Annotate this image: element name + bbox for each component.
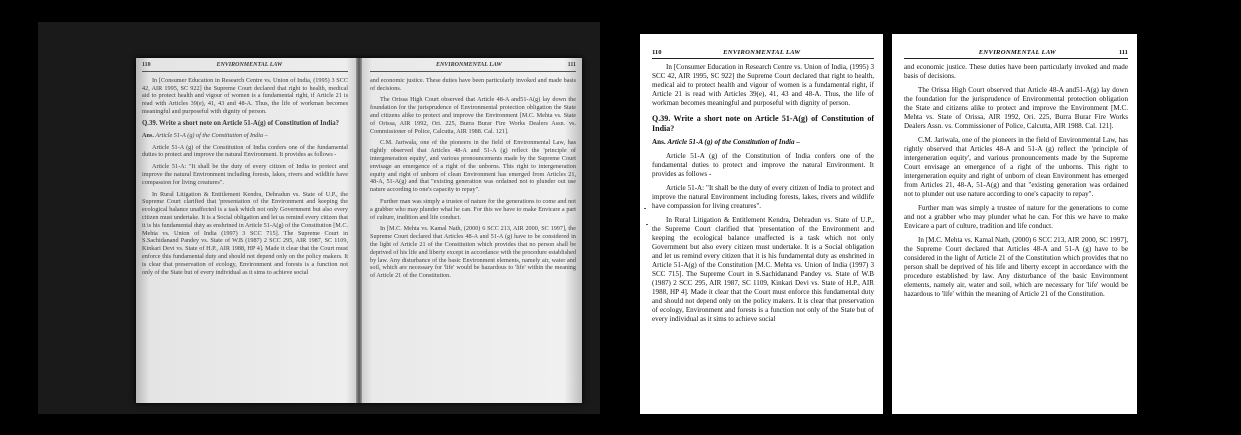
photo-page-111 xyxy=(370,62,576,398)
page-number: 110 xyxy=(142,62,151,68)
answer-heading: Ans. Article 51-A (g) of the Constitution of India – xyxy=(652,138,800,147)
page-number: 110 xyxy=(652,49,662,56)
scanned-page-110 xyxy=(640,34,883,414)
paragraph: C.M. Jariwala, one of the pioneers in the field of Environmental Law, has rightly observed that Articles 48-A and 51-A (g) reflect the 'principle of intergeneration equity', and various pronouncements made by the Supreme Court envisage an emergence of a right of the unborns. This right to intergeneration equity and right of unborn of clean Environment has emerged from Articles 21, 48-A, 51-A(g) and that "existing generation was ordained not to plunder out use nature according to one's capacity to repay". xyxy=(370,139,576,194)
running-title: ENVIRONMENTAL LAW xyxy=(723,49,801,56)
book-gutter xyxy=(356,58,362,403)
answer-heading: Ans. Article 51-A (g) of the Constitution of India – xyxy=(142,131,268,139)
paragraph: In [Consumer Education in Research Centre vs. Union of India, (1995) 3 SCC 42, AIR 1995, SC 922] the Supreme Court declared that right to health, medical aid to protect health and vigour of women is a fundamental right, if Article 21 is read with Articles 39(e), 41, 43 and 48-A. Thus, the life of workman becomes meaningful and purposeful with dignity of person. xyxy=(142,76,348,115)
paragraph: In Rural Litigation & Entitlement Kendra, Dehradun vs. State of U.P., the Supreme Court clarified that 'presentation of the Environment and keeping the ecological balance unaffected is a task which not only Government but also every citizen must undertake. It is a Social obligation and let us remind every citizen that it is his fundamental duty as enshrined in Article 51-A(g) of the Constitution [M.C. Mehta vs. Union of India (1997) 3 SCC 715]. The Supreme Court in S.Sachidanand Pandey vs. State of W.B (1987) 2 SCC 295, AIR 1987, SC 1109, Kinkari Devi vs. State of H.P., AIR 1988, HP 4]. Made it clear that the Court must enforce this fundamental duty and should not depend only on the policy makers. It is clear that preservation of ecology, Environment and forests is a function not only of the State but of every individual as it sims to achieve social xyxy=(142,190,348,276)
paragraph: and economic justice. These duties have been particularly invoked and made basis of decisions. xyxy=(370,76,576,92)
scan-speck xyxy=(646,224,648,225)
paragraph: The Orissa High Court observed that Article 48-A and51-A(g) lay down the foundation for the jurisprudence of Environmental protection obligation the State and citizens alike to protect and improve the Environment [M.C. Mehta vs. State of Orissa, AIR 1992, Ori. 225, Burra Burar Fire Works Dealers Assn. vs. Commissioner of Police, Calcutta, AIR 1988. Cal. 121]. xyxy=(370,96,576,135)
paragraph: In [Consumer Education in Research Centre vs. Union of India, (1995) 3 SCC 42, AIR 1995, SC 922] the Supreme Court declared that right to health, medical aid to protect health and vigour of women is a fundamental right, if Article 21 is read with Articles 39(e), 41, 43 and 48-A. Thus, the life of workman becomes meaningful and purposeful with dignity of person. xyxy=(652,63,874,107)
paragraph: Article 51-A: "It shall be the duty of every citizen of India to protect and improve the natural Environment including forests, lakes, rivers and wildlife have compassion for living creatures". xyxy=(142,163,348,186)
paragraph: In [M.C. Mehta vs. Kamal Nath, (2000) 6 SCC 213, AIR 2000, SC 1997], the Supreme Court declared that Articles 48-A and 51-A (g) have to be considered in the light of Article 21 of the Constitution which provides that no person shall be deprived of his life and liberty except in accordance with the procedure established by law. Any disturbance of the basic Environment elements, namely air, water and soil, which are necessary for 'life' would be hazardous to 'life' within the meaning of Article 21 of the Constitution. xyxy=(370,225,576,280)
paragraph: C.M. Jariwala, one of the pioneers in the field of Environmental Law, has rightly observed that Articles 48-A and 51-A (g) reflect the 'principle of intergeneration equity', and various pronouncements made by the Supreme Court envisage an emergence of a right of the unborns. This right to intergeneration equity and right of unborn of clean Environment has emerged from Articles 21, 48-A, 51-A(g) and that "existing generation was ordained not to plunder out use nature according to one's capacity to repay". xyxy=(904,136,1128,198)
page-header xyxy=(652,48,874,59)
paragraph: Article 51-A (g) of the Constitution of India confers one of the fundamental duties to protect and improve the natural Environment. It provides as follows - xyxy=(142,143,348,159)
page-header xyxy=(370,62,576,72)
paragraph: and economic justice. These duties have been particularly invoked and made basis of decisions. xyxy=(904,63,1128,80)
question: Q.39. Write a short note on Article 51-A(g) of Constitution of India? xyxy=(652,114,874,133)
paragraph: The Orissa High Court observed that Article 48-A and51-A(g) lay down the foundation for the jurisprudence of Environmental protection obligation the State and citizens alike to protect and improve the Environment [M.C. Mehta vs. State of Orissa, AIR 1992, Ori. 225, Burra Burar Fire Works Dealers Assn. vs. Commissioner of Police, Calcutta, AIR 1988. Cal. 121]. xyxy=(904,86,1128,130)
scanned-page-111 xyxy=(892,34,1137,414)
paragraph: Further man was simply a trustee of nature for the generations to come and not a grabber who may plunder what he can. For this we have to make Envicare a part of culture, tradition and life conduct. xyxy=(370,197,576,221)
paragraph: Article 51-A: "It shall be the duty of every citizen of India to protect and improve the natural Environment including forests, lakes, rivers and wildlife have compassion for living creatures". xyxy=(652,184,874,211)
question: Q.39. Write a short note on Article 51-A(g) of Constitution of India? xyxy=(142,119,340,127)
open-book xyxy=(136,58,582,403)
paragraph: In [M.C. Mehta vs. Kamal Nath, (2000) 6 SCC 213, AIR 2000, SC 1997], the Supreme Court declared that Articles 48-A and 51-A (g) have to be considered in the light of Article 21 of the Constitution which provides that no person shall be deprived of his life and liberty except in accordance with the procedure established by law. Any disturbance of the basic Environment elements, namely air, water and soil, which are necessary for 'life' would be hazardous to 'life' within the meaning of Article 21 of the Constitution. xyxy=(904,236,1128,298)
running-title: ENVIRONMENTAL LAW xyxy=(216,62,283,68)
running-title: ENVIRONMENTAL LAW xyxy=(978,49,1057,56)
page-number: 111 xyxy=(1118,49,1128,56)
scan-speck xyxy=(644,208,646,209)
paragraph: In Rural Litigation & Entitlement Kendra, Dehradun vs. State of U.P., the Supreme Court clarified that 'presentation of the Environment and keeping the ecological balance unaffected is a task which not only Government but also every citizen must undertake. It is a Social obligation and let us remind every citizen that it is his fundamental duty as enshrined in Article 51-A(g) of the Constitution [M.C. Mehta vs. Union of India (1997) 3 SCC 715]. The Supreme Court in S.Sachidanand Pandey vs. State of W.B (1987) 2 SCC 295, AIR 1987, SC 1109, Kinkari Devi vs. State of H.P., AIR 1988, HP 4]. Made it clear that the Court must enforce this fundamental duty and should not depend only on the policy makers. It is clear that preservation of ecology, Environment and forests is a function not only of the State but of every individual as it sims to achieve social xyxy=(652,216,874,324)
book-photo xyxy=(38,22,600,414)
photo-page-110 xyxy=(142,62,348,398)
page-header xyxy=(904,48,1128,59)
paragraph: Article 51-A (g) of the Constitution of India confers one of the fundamental duties to protect and improve the natural Environment. It provides as follows - xyxy=(652,152,874,179)
paragraph: Further man was simply a trustee of nature for the generations to come and not a grabber who may plunder what he can. For this we have to make Envicare a part of culture, tradition and life conduct. xyxy=(904,204,1128,230)
page-header xyxy=(142,62,348,72)
page-number: 111 xyxy=(567,62,576,68)
running-title: ENVIRONMENTAL LAW xyxy=(435,62,502,68)
